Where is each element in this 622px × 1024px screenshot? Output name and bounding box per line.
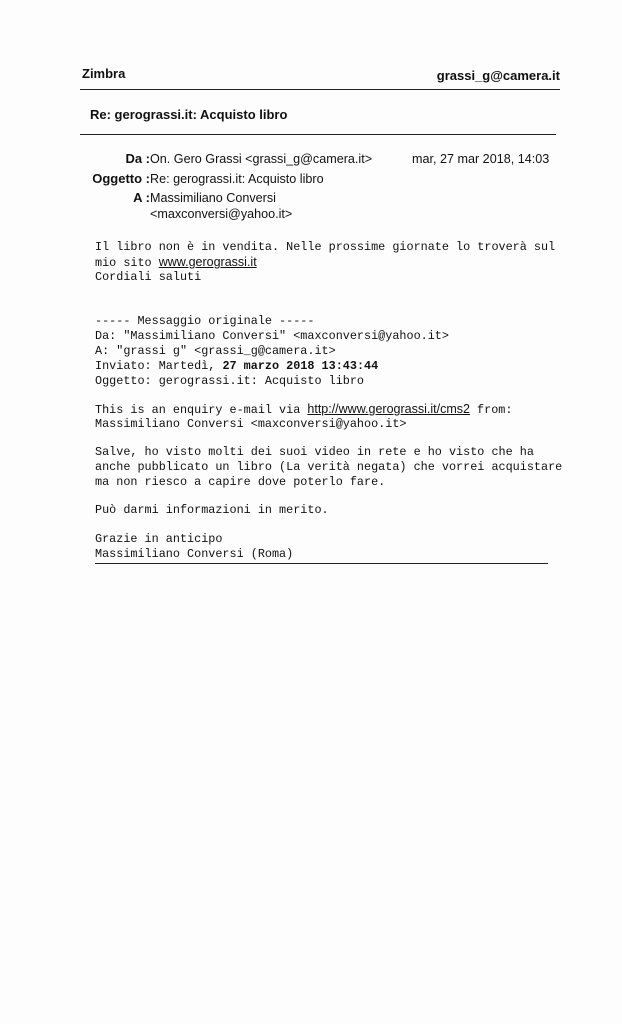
website-link[interactable]: www.gerograssi.it (158, 255, 257, 269)
original-sent-prefix: Inviato: Martedì, (95, 359, 223, 373)
message-subject-title: Re: gerograssi.it: Acquisto libro (90, 107, 288, 122)
subject-label: Oggetto : (92, 171, 150, 186)
app-name: Zimbra (82, 66, 126, 81)
enquiry-line-2: Massimiliano Conversi <maxconversi@yahoo.it> (95, 417, 407, 431)
subject-value: Re: gerograssi.it: Acquisto libro (150, 172, 324, 186)
message-line-3: ma non riesco a capire dove poterlo fare. (95, 475, 386, 489)
from-value: On. Gero Grassi <grassi_g@camera.it> (150, 152, 373, 166)
footer-divider (95, 563, 548, 564)
message-line-1: Salve, ho visto molti dei suoi video in rete e ho visto che ha (95, 445, 534, 459)
reply-line-3: Cordiali saluti (95, 270, 202, 284)
to-email: <maxconversi@yahoo.it> (150, 207, 293, 221)
original-to: A: "grassi g" <grassi_g@camera.it> (95, 344, 336, 358)
reply-line-2 (95, 255, 257, 271)
closing-line-1: Grazie in anticipo (95, 532, 223, 546)
cms-link[interactable]: http://www.gerograssi.it/cms2 (307, 402, 470, 416)
header-divider (80, 89, 560, 90)
enquiry-suffix: from: (469, 403, 513, 417)
closing-line-2: Massimiliano Conversi (Roma) (95, 547, 294, 561)
reply-line-2-prefix: mio sito (95, 256, 159, 270)
to-name: Massimiliano Conversi (150, 191, 276, 205)
message-line-4: Può darmi informazioni in merito. (95, 503, 329, 517)
account-email: grassi_g@camera.it (436, 68, 560, 83)
enquiry-line-1 (95, 402, 512, 418)
original-sent-date: 27 marzo 2018 13:43:44 (222, 359, 379, 373)
message-date: mar, 27 mar 2018, 14:03 (412, 152, 550, 166)
enquiry-prefix: This is an enquiry e-mail via (95, 403, 308, 417)
message-line-2: anche pubblicato un libro (La verità negata) che vorrei acquistare (95, 460, 563, 474)
reply-line-1: Il libro non è in vendita. Nelle prossime giornate lo troverà sul (95, 240, 556, 254)
to-label: A : (133, 190, 150, 205)
subject-divider (80, 134, 556, 135)
original-from: Da: "Massimiliano Conversi" <maxconversi@yahoo.it> (95, 329, 449, 343)
original-message-header: ----- Messaggio originale ----- (95, 314, 315, 328)
original-subject: Oggetto: gerograssi.it: Acquisto libro (95, 374, 365, 388)
original-sent (95, 359, 378, 374)
from-label: Da : (125, 151, 150, 166)
